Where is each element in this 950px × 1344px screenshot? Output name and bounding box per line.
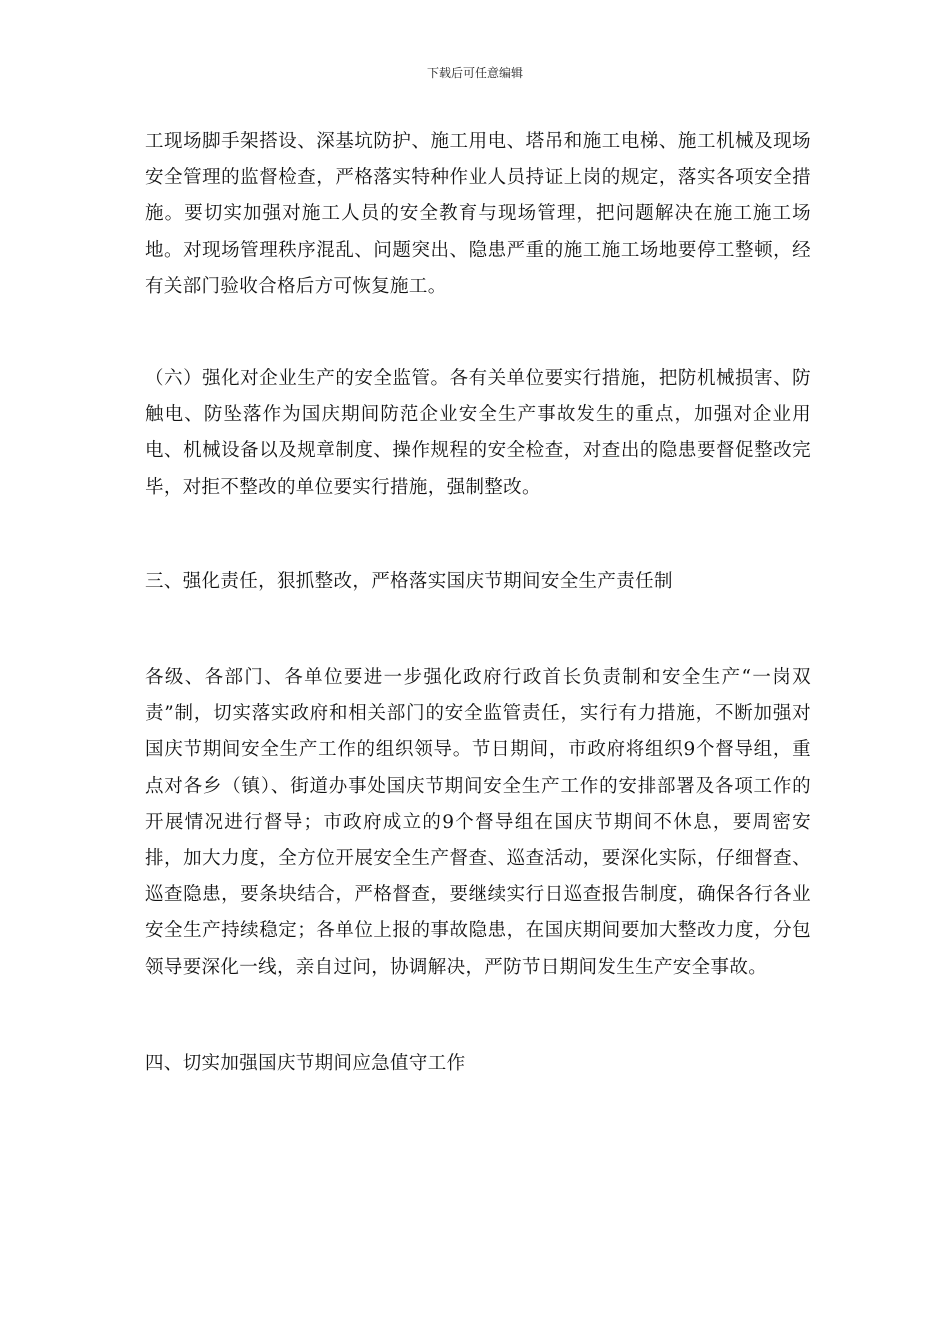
document-body: [145, 124, 811, 1082]
paragraph-enterprise-supervision: （六）强化对企业生产的安全监管。各有关单位要实行措施，把防机械损害、防触电、防坠落作为国庆期间防范企业安全生产事故发生的重点，加强对企业用电、机械设备以及规章制度、操作规程的安全检查，对查出的隐患要督促整改完毕，对拒不整改的单位要实行措施，强制整改。: [145, 368, 811, 498]
paragraph-spacer: [145, 305, 811, 361]
paragraph-responsibility: 各级、各部门、各单位要进一步强化政府行政首长负责制和安全生产“一岗双责”制，切实落实政府和相关部门的安全监管责任，实行有力措施，不断加强对国庆节期间安全生产工作的组织领导。节日期间，市政府将组织9个督导组，重点对各乡（镇）、街道办事处国庆节期间安全生产工作的安排部署及各项工作的开展情况进行督导；市政府成立的9个督导组在国庆节期间不休息，要周密安排，加大力度，全方位开展安全生产督查、巡查活动，要深化实际，仔细督查、巡查隐患，要条块结合，严格督查，要继续实行日巡查报告制度，确保各行各业安全生产持续稳定；各单位上报的事故隐患，在国庆期间要加大整改力度，分包领导要深化一线，亲自过问，协调解决，严防节日期间发生生产安全事故。: [145, 667, 811, 978]
paragraph-spacer: [145, 600, 811, 660]
section-heading-three: 三、强化责任，狠抓整改，严格落实国庆节期间安全生产责任制: [145, 570, 673, 592]
paragraph-spacer: [145, 506, 811, 564]
page-header: 下载后可任意编辑: [426, 66, 523, 80]
paragraph-construction-safety: 工现场脚手架搭设、深基坑防护、施工用电、塔吊和施工电梯、施工机械及现场安全管理的监督检查，严格落实特种作业人员持证上岗的规定，落实各项安全措施。要切实加强对施工人员的安全教育与现场管理，把问题解决在施工施工场地。对现场管理秩序混乱、问题突出、隐患严重的施工施工场地要停工整顿，经有关部门验收合格后方可恢复施工。: [145, 131, 811, 297]
section-heading-four: 四、切实加强国庆节期间应急值守工作: [145, 1052, 466, 1074]
paragraph-spacer: [145, 986, 811, 1046]
